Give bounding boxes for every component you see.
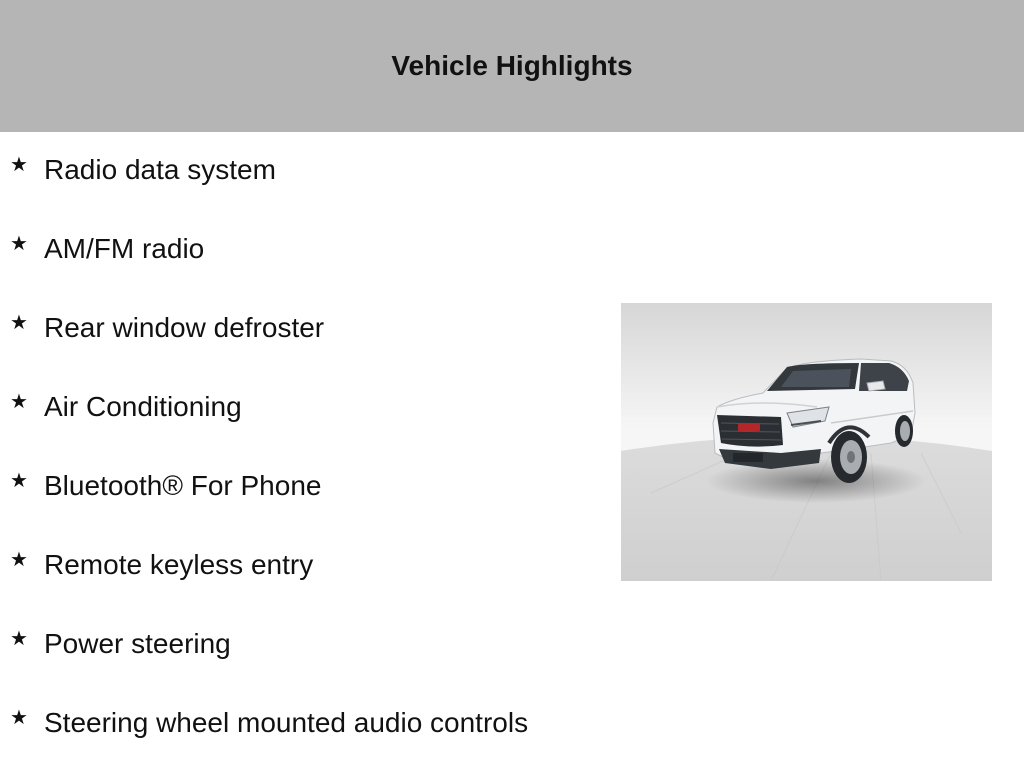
feature-label: Steering wheel mounted audio controls xyxy=(44,707,529,738)
page-title: Vehicle Highlights xyxy=(391,50,633,81)
header-bar xyxy=(0,0,1024,132)
star-icon: ★ xyxy=(10,310,28,334)
list-item xyxy=(10,703,528,782)
feature-label: Remote keyless entry xyxy=(44,549,314,580)
list-item xyxy=(10,387,528,466)
star-icon: ★ xyxy=(10,468,28,492)
list-item xyxy=(10,624,528,703)
star-icon: ★ xyxy=(10,547,28,571)
star-icon: ★ xyxy=(10,231,28,255)
feature-list xyxy=(10,150,528,782)
list-item xyxy=(10,229,528,308)
feature-label: Radio data system xyxy=(44,154,276,185)
list-item xyxy=(10,466,528,545)
star-icon: ★ xyxy=(10,152,28,176)
list-item xyxy=(10,545,528,624)
feature-label: AM/FM radio xyxy=(44,233,205,264)
star-icon: ★ xyxy=(10,705,28,729)
feature-label: Air Conditioning xyxy=(44,391,242,422)
feature-label: Power steering xyxy=(44,628,231,659)
list-item xyxy=(10,150,528,229)
vehicle-photo xyxy=(621,303,992,581)
star-icon: ★ xyxy=(10,626,28,650)
vehicle-illustration xyxy=(621,303,992,581)
star-icon: ★ xyxy=(10,389,28,413)
feature-label: Rear window defroster xyxy=(44,312,325,343)
feature-label: Bluetooth® For Phone xyxy=(44,470,322,501)
list-item xyxy=(10,308,528,387)
